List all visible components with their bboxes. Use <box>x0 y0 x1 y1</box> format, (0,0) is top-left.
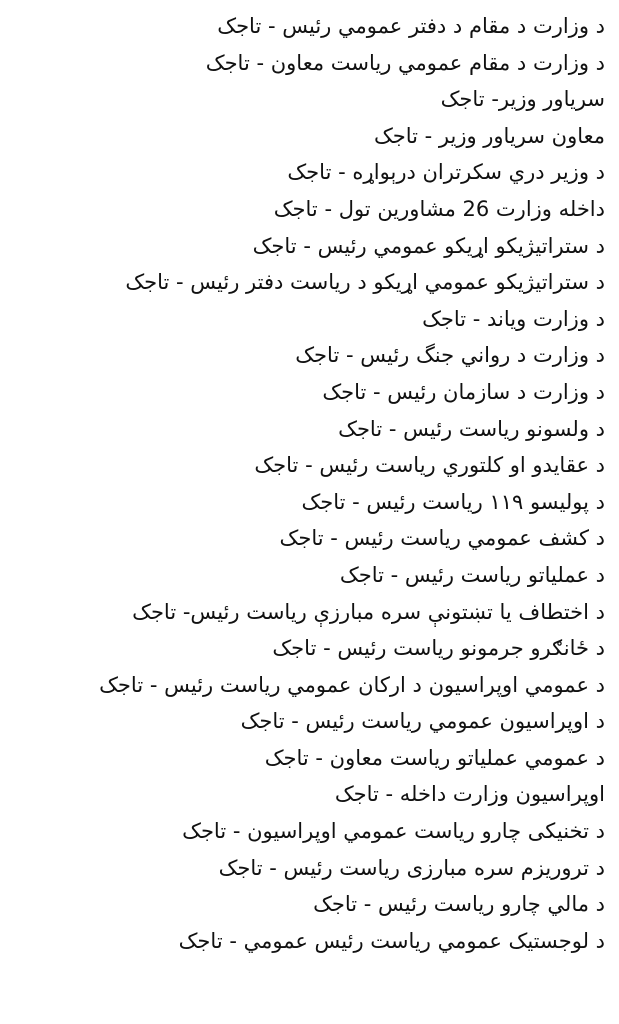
text-line: د تخنيکی چارو رياست عمومي اوپراسيون - تاجک <box>182 819 605 844</box>
text-line: د وزارت د مقام عمومي رياست معاون - تاجک <box>205 50 605 75</box>
text-line: د ستراتيژيکو اړيکو عمومي رئيس - تاجک <box>252 233 605 258</box>
text-line: سرياور وزير- تاجک <box>440 87 605 112</box>
document-text <box>10 8 605 959</box>
text-line: د وزارت د سازمان رئيس - تاجک <box>322 379 605 404</box>
text-line: د ستراتيژيکو عمومي اړيکو د رياست دفتر رئيس - تاجک <box>125 270 605 295</box>
text-line: اوپراسيون وزارت داخله - تاجک <box>334 782 605 807</box>
text-line: د کشف عمومي رياست رئيس - تاجک <box>279 526 605 551</box>
text-line: د وزير دري سکرتران درېواړه - تاجک <box>287 160 605 185</box>
text-line: د لوجستيک عمومي رياست رئيس عمومي - تاجک <box>178 928 605 953</box>
text-line: د ولسونو رياست رئيس - تاجک <box>338 416 605 441</box>
text-line: د عمومي عملياتو رياست معاون - تاجک <box>264 745 605 770</box>
text-line: د پوليسو ۱۱۹ رياست رئيس - تاجک <box>301 489 605 514</box>
text-line: د مالي چارو رياست رئيس - تاجک <box>313 892 605 917</box>
text-line: د وزارت د مقام د دفتر عمومي رئيس - تاجک <box>217 14 605 38</box>
text-line: د اوپراسيون عمومي رياست رئيس - تاجک <box>240 709 605 734</box>
text-line: د عمومي اوپراسيون د ارکان عمومي رياست رئيس - تاجک <box>99 672 605 697</box>
text-line: معاون سرياور وزير - تاجک <box>373 123 605 148</box>
text-line: د ځانګرو جرمونو رياست رئيس - تاجک <box>272 636 605 661</box>
text-line: د وزارت وياند - تاجک <box>422 306 605 331</box>
text-line: د عقايدو او کلتوري رياست رئيس - تاجک <box>254 453 605 478</box>
text-line: د اختطاف يا تښتونې سره مبارزې رياست رئيس- تاجک <box>132 599 605 624</box>
text-line: داخله وزارت 26 مشاورين تول - تاجک <box>273 196 605 221</box>
text-line: د عملياتو رياست رئيس - تاجک <box>339 562 605 587</box>
text-line: د وزارت د رواني جنگ رئيس - تاجک <box>295 343 605 368</box>
text-line: د تروريزم سره مبارزی رياست رئيس - تاجک <box>218 855 605 880</box>
